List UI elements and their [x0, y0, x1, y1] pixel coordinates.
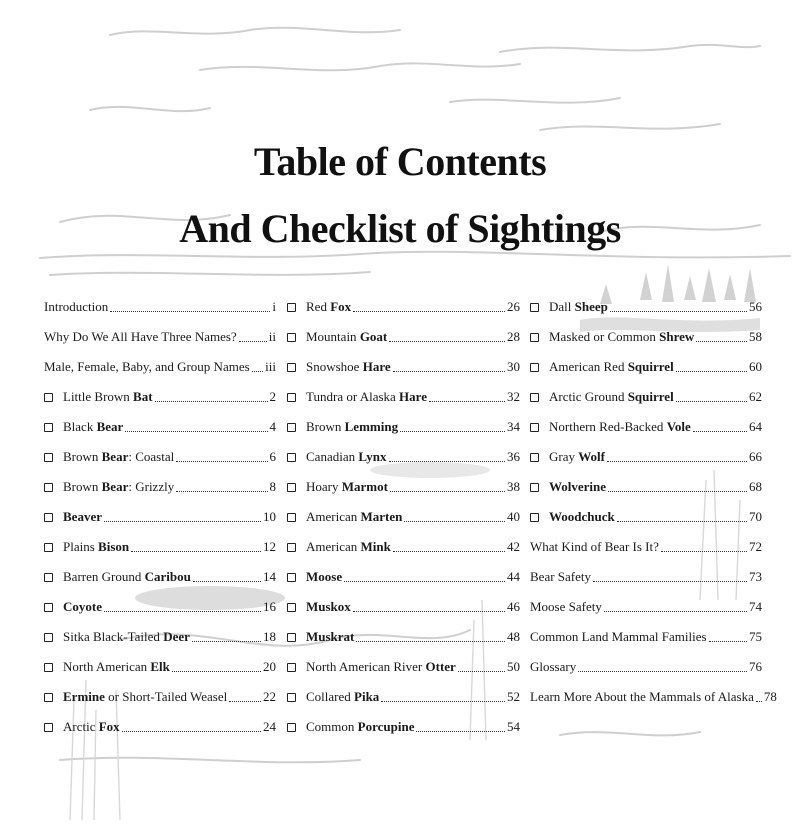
checkbox[interactable] — [44, 393, 53, 402]
page-number: 38 — [507, 479, 520, 494]
entry-name-text: Masked or Common — [549, 329, 660, 344]
entry-name-bold: Elk — [150, 659, 170, 674]
entry-name-text: American Red — [549, 359, 628, 374]
page-number: 40 — [507, 509, 520, 524]
toc-entry — [287, 652, 520, 682]
dot-leader — [389, 341, 505, 342]
entry-name-bold: Shrew — [659, 329, 695, 344]
dot-leader — [252, 371, 263, 372]
checkbox[interactable] — [44, 693, 53, 702]
entry-name-bold: Fox — [330, 299, 352, 314]
checkbox[interactable] — [287, 363, 296, 372]
entry-name-bold: Pika — [354, 689, 380, 704]
page-number: 56 — [749, 299, 762, 314]
dot-leader — [756, 701, 762, 702]
toc-entry-title — [63, 569, 191, 585]
entry-name-bold: Lynx — [358, 449, 387, 464]
checkbox[interactable] — [44, 483, 53, 492]
page-number: 48 — [507, 629, 520, 644]
toc-entry — [287, 382, 520, 412]
page-number: 70 — [749, 509, 762, 524]
dot-leader — [610, 311, 747, 312]
entry-name-bold: Bison — [98, 539, 130, 554]
toc-entry — [44, 382, 276, 412]
dot-leader — [389, 461, 505, 462]
page-number: 76 — [749, 659, 762, 674]
dot-leader — [344, 581, 505, 582]
toc-entry-title — [63, 419, 123, 435]
toc-entry — [287, 472, 520, 502]
entry-name-bold: Deer — [163, 629, 190, 644]
dot-leader — [172, 671, 261, 672]
toc-entry-title — [306, 659, 456, 675]
page-number: 44 — [507, 569, 520, 584]
entry-name-text: : Grizzly — [128, 479, 175, 494]
page-number: 2 — [269, 389, 276, 404]
entry-name-text: Arctic — [63, 719, 99, 734]
entry-name-text: Bear Safety — [530, 569, 592, 584]
dot-leader — [239, 341, 267, 342]
toc-entry-title — [530, 599, 602, 615]
entry-name-text: Black — [63, 419, 97, 434]
page-number: 52 — [507, 689, 520, 704]
toc-entry-title — [63, 599, 102, 615]
toc-entry — [287, 712, 520, 742]
toc-entry-title — [306, 539, 391, 555]
dot-leader — [353, 611, 505, 612]
dot-leader — [229, 701, 261, 702]
page-number: 24 — [263, 719, 276, 734]
toc-entry — [44, 412, 276, 442]
entry-name-text: American — [306, 539, 361, 554]
entry-name-bold: Squirrel — [627, 389, 674, 404]
entry-name-bold: Wolverine — [549, 479, 607, 494]
toc-entry-title — [306, 599, 351, 615]
page-number: 28 — [507, 329, 520, 344]
toc-entry-title — [530, 569, 591, 585]
page-number: 72 — [749, 539, 762, 554]
page-number: 30 — [507, 359, 520, 374]
entry-name-text: Mountain — [306, 329, 360, 344]
dot-leader — [104, 521, 261, 522]
toc-entry-title — [549, 509, 615, 525]
entry-name-text: Snowshoe — [306, 359, 363, 374]
checkbox[interactable] — [287, 603, 296, 612]
checkbox[interactable] — [44, 453, 53, 462]
toc-entry — [530, 502, 762, 532]
toc-entry-title — [530, 539, 659, 555]
page-title-line-2: And Checklist of Sightings — [179, 206, 621, 251]
toc-entry — [287, 532, 520, 562]
page-number: 18 — [263, 629, 276, 644]
dot-leader — [104, 611, 261, 612]
page-number: 34 — [507, 419, 520, 434]
toc-entry — [530, 352, 762, 382]
entry-name-text: Arctic Ground — [549, 389, 628, 404]
toc-entry — [530, 382, 762, 412]
toc-entry-title — [530, 629, 707, 645]
entry-name-text: Brown — [63, 479, 102, 494]
page-number: 8 — [269, 479, 276, 494]
entry-name-bold: Fox — [98, 719, 120, 734]
checkbox[interactable] — [530, 513, 539, 522]
dot-leader — [353, 311, 505, 312]
entry-name-bold: Muskrat — [306, 629, 355, 644]
entry-name-bold: Hare — [399, 389, 427, 404]
toc-entry — [530, 442, 762, 472]
page-number: 20 — [263, 659, 276, 674]
toc-entry — [44, 532, 276, 562]
checkbox[interactable] — [530, 423, 539, 432]
dot-leader — [676, 401, 747, 402]
checkbox[interactable] — [44, 663, 53, 672]
toc-column-1 — [44, 292, 276, 742]
entry-name-bold: Bear — [96, 419, 124, 434]
page-number: 42 — [507, 539, 520, 554]
dot-leader — [356, 641, 505, 642]
toc-entry — [287, 622, 520, 652]
toc-entry-title — [63, 479, 174, 495]
toc-entry-title — [306, 689, 379, 705]
entry-name-bold: Lemming — [344, 419, 399, 434]
page-number: i — [272, 299, 276, 314]
toc-entry — [44, 442, 276, 472]
checkbox[interactable] — [44, 423, 53, 432]
page-number: 46 — [507, 599, 520, 614]
page-number: 14 — [263, 569, 276, 584]
page-number: 73 — [749, 569, 762, 584]
toc-entry — [44, 562, 276, 592]
entry-name-bold: Porcupine — [357, 719, 415, 734]
entry-name-text: Male, Female, Baby, and Group Names — [44, 359, 250, 374]
page-number: 58 — [749, 329, 762, 344]
toc-entry-title — [549, 389, 674, 405]
checkbox[interactable] — [287, 393, 296, 402]
dot-leader — [608, 491, 747, 492]
page-title-line-1: Table of Contents — [253, 139, 547, 184]
toc-entry-title — [306, 419, 398, 435]
entry-name-bold: Otter — [425, 659, 456, 674]
toc-entry-title — [306, 329, 387, 345]
entry-name-bold: Sheep — [574, 299, 608, 314]
entry-name-bold: Marmot — [341, 479, 388, 494]
toc-entry — [530, 652, 762, 682]
entry-name-text: Plains — [63, 539, 99, 554]
entry-name-text: Moose Safety — [530, 599, 602, 614]
checkbox[interactable] — [530, 483, 539, 492]
entry-name-bold: Bear — [101, 479, 129, 494]
entry-name-text: Introduction — [44, 299, 109, 314]
checkbox[interactable] — [287, 663, 296, 672]
toc-entry-title — [306, 449, 387, 465]
page-number: 64 — [749, 419, 762, 434]
checkbox[interactable] — [44, 723, 53, 732]
dot-leader — [604, 611, 747, 612]
page-number: 26 — [507, 299, 520, 314]
toc-entry-title — [63, 689, 227, 705]
entry-name-text: Learn More About the Mammals of Alaska — [530, 689, 754, 704]
page-number: ii — [268, 329, 276, 344]
entry-name-text: Sitka Black-Tailed — [63, 629, 164, 644]
toc-entry-title — [44, 329, 237, 345]
toc-entry-title — [549, 359, 674, 375]
entry-name-text: Collared — [306, 689, 355, 704]
entry-name-text: American — [306, 509, 361, 524]
toc-entry-title — [63, 539, 129, 555]
entry-name-bold: Mink — [360, 539, 391, 554]
toc-entry — [44, 592, 276, 622]
entry-name-bold: Vole — [666, 419, 691, 434]
dot-leader — [176, 491, 267, 492]
checkbox[interactable] — [287, 333, 296, 342]
dot-leader — [155, 401, 268, 402]
dot-leader — [390, 491, 505, 492]
toc-entry-title — [44, 359, 250, 375]
entry-name-bold: Woodchuck — [549, 509, 615, 524]
checkbox[interactable] — [44, 513, 53, 522]
dot-leader — [607, 461, 747, 462]
checkbox[interactable] — [530, 363, 539, 372]
page-number: 62 — [749, 389, 762, 404]
toc-entry — [530, 322, 762, 352]
dot-leader — [393, 551, 505, 552]
entry-name-text: or Short-Tailed Weasel — [104, 689, 228, 704]
entry-name-text: Hoary — [306, 479, 342, 494]
toc-entry — [530, 682, 777, 712]
entry-name-text: Northern Red-Backed — [549, 419, 667, 434]
entry-name-bold: Marten — [360, 509, 403, 524]
checkbox[interactable] — [287, 723, 296, 732]
entry-name-bold: Coyote — [63, 599, 102, 614]
entry-name-text: Common Land Mammal Families — [530, 629, 707, 644]
checkbox[interactable] — [287, 543, 296, 552]
checkbox[interactable] — [44, 603, 53, 612]
toc-entry-title — [63, 719, 120, 735]
checkbox[interactable] — [44, 633, 53, 642]
toc-entry — [44, 322, 276, 352]
entry-name-text: Little Brown — [63, 389, 134, 404]
entry-name-bold: Goat — [359, 329, 388, 344]
toc-entry — [530, 562, 762, 592]
entry-name-bold: Caribou — [144, 569, 191, 584]
checkbox[interactable] — [530, 393, 539, 402]
page-number: 68 — [749, 479, 762, 494]
toc-entry-title — [306, 479, 388, 495]
entry-name-text: Brown — [63, 449, 102, 464]
entry-name-text: Tundra or Alaska — [306, 389, 400, 404]
toc-entry — [44, 292, 276, 322]
page-number: 32 — [507, 389, 520, 404]
dot-leader — [676, 371, 747, 372]
page-number: 22 — [263, 689, 276, 704]
page-number: 74 — [749, 599, 762, 614]
dot-leader — [193, 581, 261, 582]
checkbox[interactable] — [44, 543, 53, 552]
page-number: 54 — [507, 719, 520, 734]
toc-column-2 — [287, 292, 520, 742]
dot-leader — [661, 551, 747, 552]
dot-leader — [400, 431, 505, 432]
toc-entry — [530, 292, 762, 322]
dot-leader — [110, 311, 270, 312]
toc-entry-title — [63, 389, 153, 405]
toc-entry-title — [306, 359, 391, 375]
page-number: 66 — [749, 449, 762, 464]
toc-entry-title — [63, 449, 174, 465]
toc-entry-title — [530, 659, 576, 675]
checkbox[interactable] — [530, 453, 539, 462]
toc-entry-title — [549, 479, 606, 495]
dot-leader — [429, 401, 505, 402]
toc-entry-title — [549, 299, 608, 315]
toc-entry-title — [306, 719, 414, 735]
dot-leader — [176, 461, 267, 462]
toc-entry-title — [306, 299, 351, 315]
checkbox[interactable] — [287, 693, 296, 702]
dot-leader — [617, 521, 747, 522]
page-number: 10 — [263, 509, 276, 524]
toc-entry — [44, 712, 276, 742]
toc-entry-title — [63, 509, 102, 525]
toc-entry-title — [306, 569, 342, 585]
toc-entry — [530, 472, 762, 502]
toc-entry — [287, 592, 520, 622]
dot-leader — [192, 641, 261, 642]
toc-column-3 — [530, 292, 777, 712]
entry-name-text: Gray — [549, 449, 579, 464]
toc-entry-title — [63, 659, 170, 675]
dot-leader — [458, 671, 505, 672]
entry-name-text: North American — [63, 659, 151, 674]
checkbox[interactable] — [287, 483, 296, 492]
entry-name-bold: Beaver — [63, 509, 102, 524]
toc-entry — [44, 622, 276, 652]
toc-entry-title — [44, 299, 108, 315]
dot-leader — [578, 671, 747, 672]
toc-entry — [530, 592, 762, 622]
dot-leader — [593, 581, 747, 582]
dot-leader — [381, 701, 505, 702]
page-number: iii — [265, 359, 276, 374]
entry-name-text: Brown — [306, 419, 345, 434]
page-number: 36 — [507, 449, 520, 464]
checkbox[interactable] — [287, 573, 296, 582]
checkbox[interactable] — [287, 513, 296, 522]
toc-entry-title — [306, 629, 354, 645]
entry-name-text: Common — [306, 719, 358, 734]
entry-name-text: Barren Ground — [63, 569, 145, 584]
entry-name-text: Canadian — [306, 449, 359, 464]
page-number: 78 — [763, 689, 777, 704]
page-number: 4 — [269, 419, 276, 434]
page-number: 6 — [269, 449, 276, 464]
entry-name-bold: Muskox — [306, 599, 351, 614]
toc-entry-title — [63, 629, 190, 645]
entry-name-bold: Ermine — [63, 689, 105, 704]
dot-leader — [393, 371, 505, 372]
toc-entry-title — [306, 509, 402, 525]
dot-leader — [404, 521, 505, 522]
toc-entry-title — [306, 389, 427, 405]
page-number: 50 — [507, 659, 520, 674]
checkbox[interactable] — [287, 453, 296, 462]
toc-entry-title — [549, 419, 691, 435]
entry-name-text: Glossary — [530, 659, 577, 674]
checkbox[interactable] — [287, 423, 296, 432]
toc-entry-title — [530, 689, 754, 705]
toc-entry — [530, 622, 762, 652]
dot-leader — [696, 341, 747, 342]
toc-entry — [530, 532, 762, 562]
checkbox[interactable] — [530, 303, 539, 312]
toc-entry — [287, 502, 520, 532]
dot-leader — [709, 641, 747, 642]
page-number: 75 — [749, 629, 762, 644]
dot-leader — [131, 551, 261, 552]
checkbox[interactable] — [287, 303, 296, 312]
entry-name-text: North American River — [306, 659, 426, 674]
page-number: 60 — [749, 359, 762, 374]
dot-leader — [416, 731, 505, 732]
toc-entry-title — [549, 449, 605, 465]
checkbox[interactable] — [530, 333, 539, 342]
entry-name-bold: Moose — [306, 569, 343, 584]
entry-name-bold: Hare — [362, 359, 391, 374]
entry-name-bold: Bear — [101, 449, 129, 464]
entry-name-bold: Wolf — [578, 449, 605, 464]
dot-leader — [693, 431, 747, 432]
page-number: 16 — [263, 599, 276, 614]
dot-leader — [122, 731, 261, 732]
entry-name-text: What Kind of Bear Is It? — [530, 539, 659, 554]
toc-entry — [44, 652, 276, 682]
entry-name-text: Red — [306, 299, 331, 314]
toc-entry — [287, 442, 520, 472]
toc-entry — [287, 322, 520, 352]
toc-entry — [44, 502, 276, 532]
entry-name-text: Dall — [549, 299, 575, 314]
entry-name-bold: Bat — [133, 389, 153, 404]
toc-entry — [287, 412, 520, 442]
entry-name-text: Why Do We All Have Three Names? — [44, 329, 237, 344]
dot-leader — [125, 431, 267, 432]
toc-entry — [530, 412, 762, 442]
toc-entry — [287, 562, 520, 592]
toc-entry — [44, 682, 276, 712]
toc-entry — [287, 292, 520, 322]
toc-entry — [44, 472, 276, 502]
toc-entry — [287, 682, 520, 712]
checkbox[interactable] — [287, 633, 296, 642]
toc-entry — [287, 352, 520, 382]
entry-name-bold: Squirrel — [627, 359, 674, 374]
page-number: 12 — [263, 539, 276, 554]
toc-entry — [44, 352, 276, 382]
checkbox[interactable] — [44, 573, 53, 582]
toc-entry-title — [549, 329, 694, 345]
entry-name-text: : Coastal — [128, 449, 175, 464]
